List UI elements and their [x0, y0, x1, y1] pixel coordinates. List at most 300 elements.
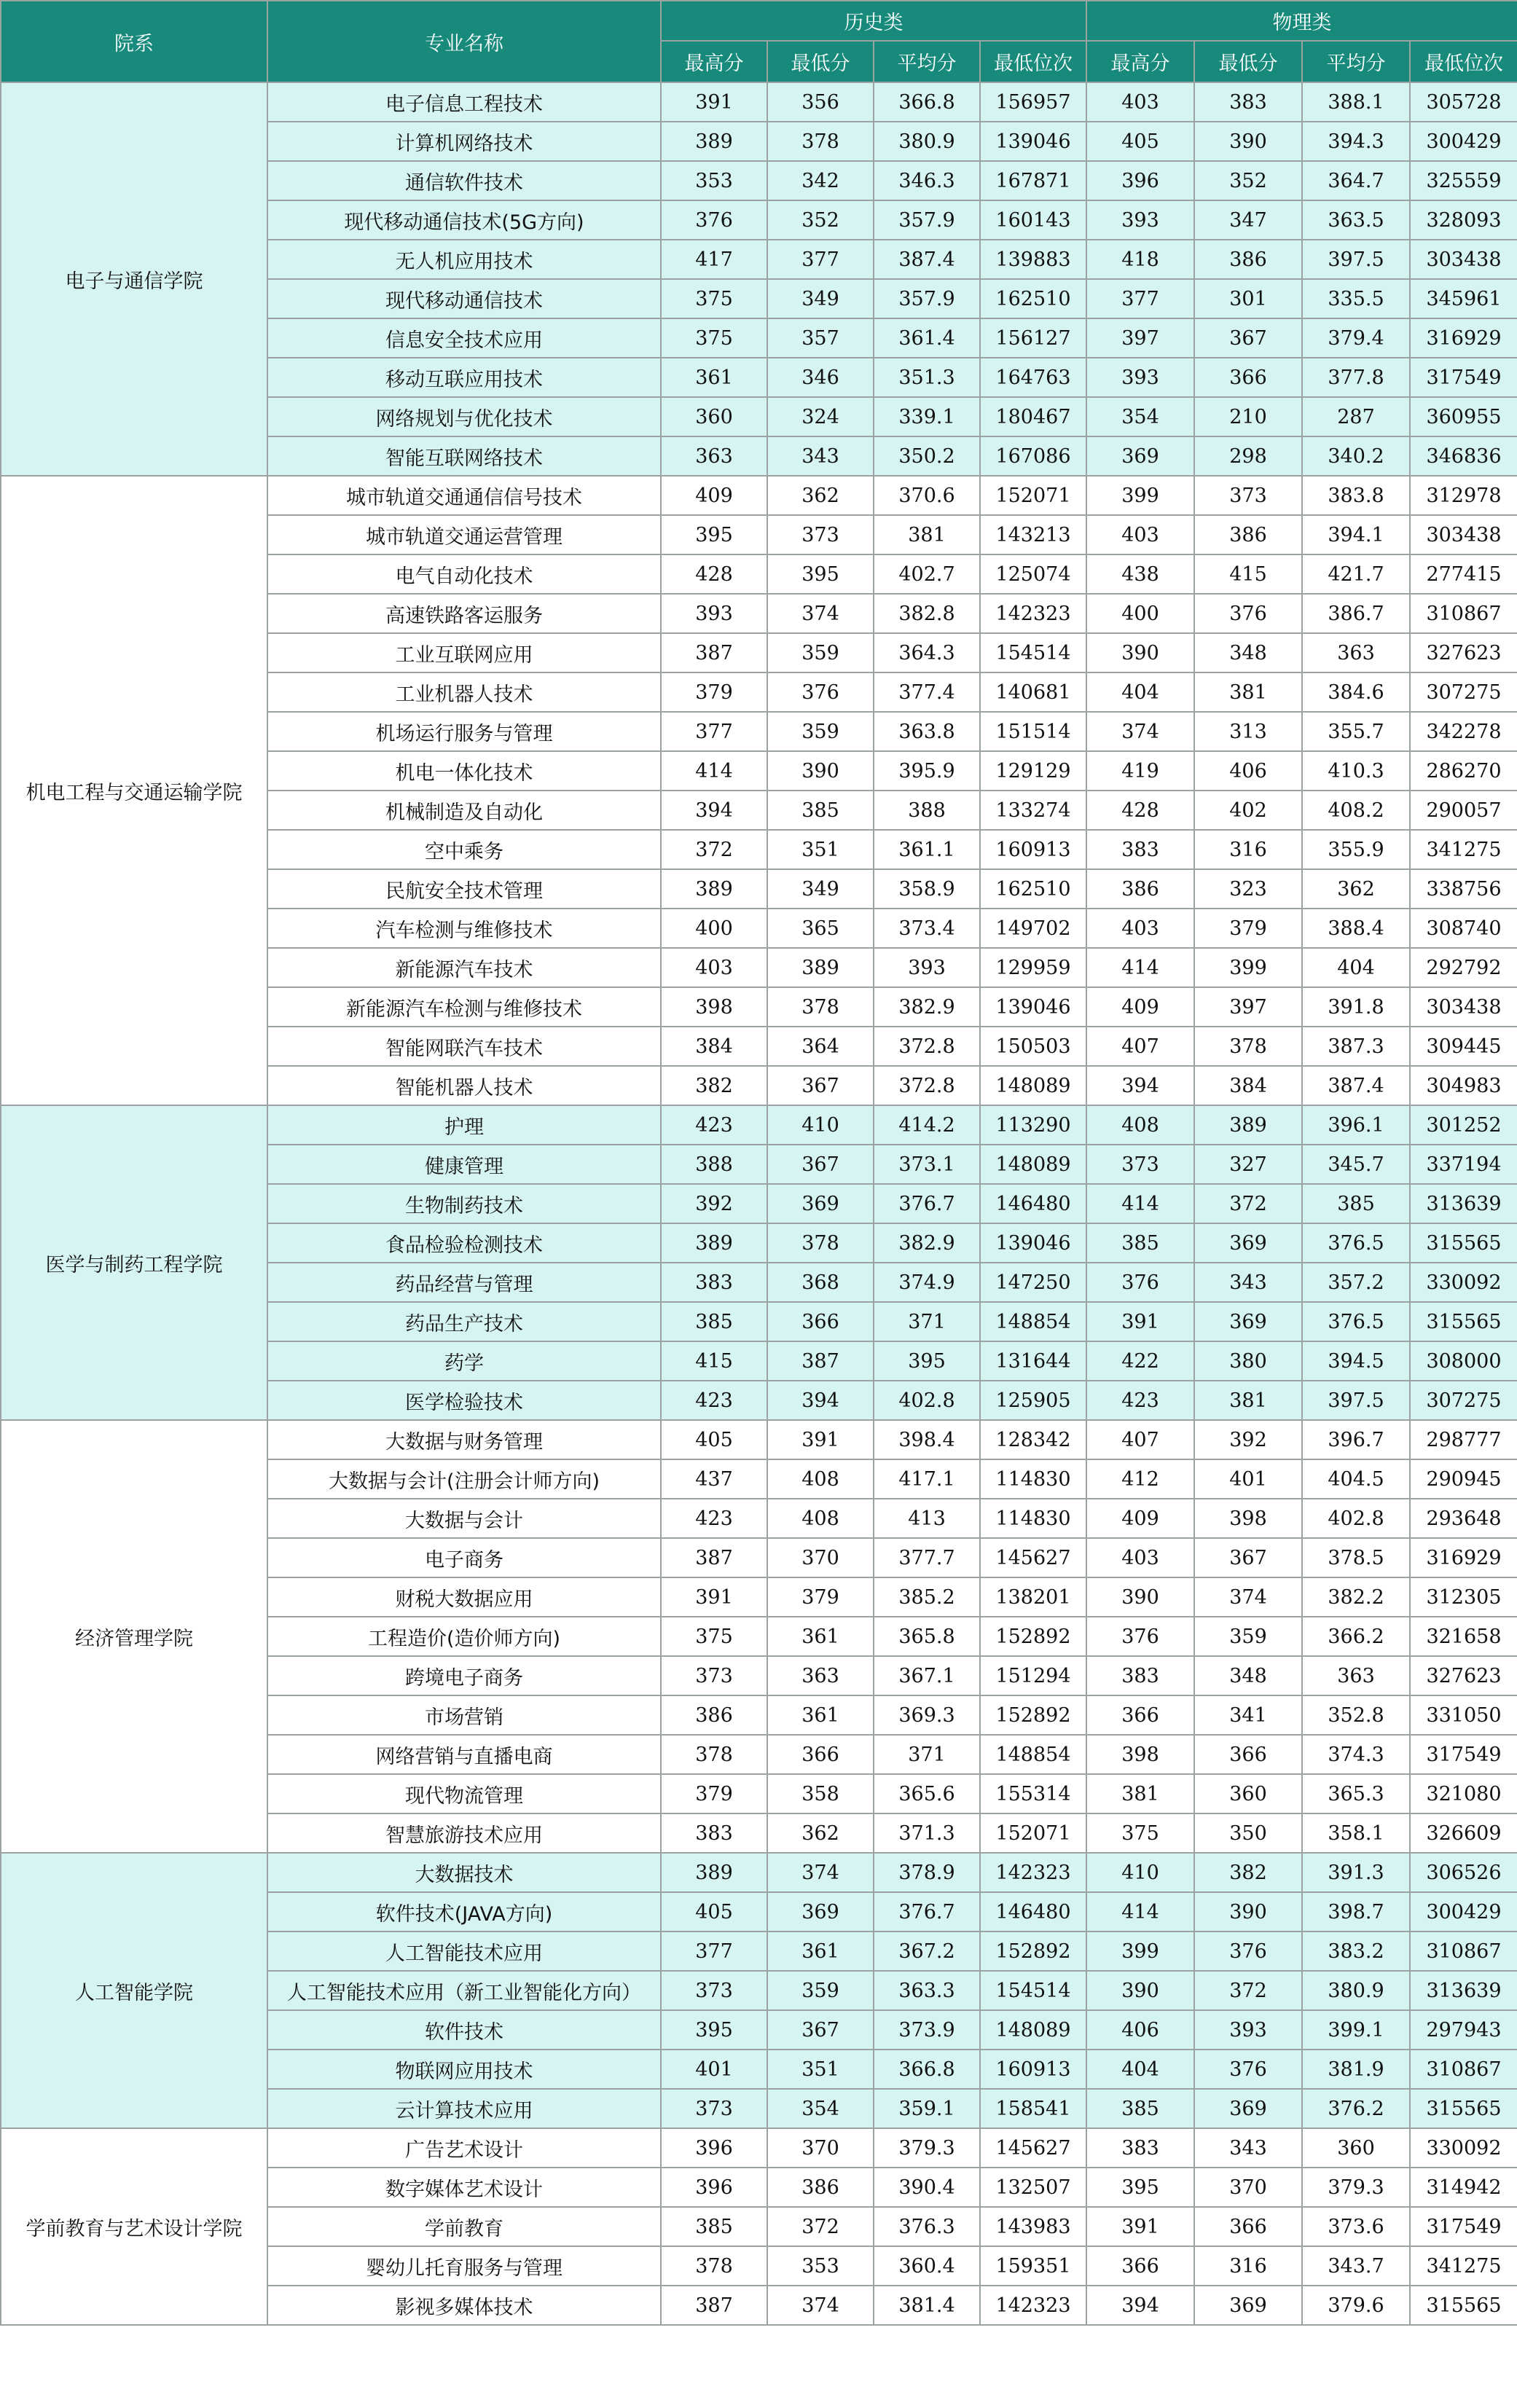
- physics-min-rank-cell: 315565: [1410, 1223, 1517, 1263]
- major-name: 电气自动化技术: [267, 554, 661, 594]
- history-min-rank-cell: 148854: [980, 1302, 1086, 1341]
- physics-min-rank-cell: 327623: [1410, 1656, 1517, 1695]
- history-avg-cell: 363.8: [874, 712, 980, 751]
- physics-min-cell: 352: [1194, 161, 1302, 200]
- history-avg-cell: 358.9: [874, 869, 980, 909]
- history-min-cell: 370: [767, 1538, 874, 1577]
- history-min-cell: 352: [767, 200, 874, 240]
- history-avg-cell: 376.3: [874, 2207, 980, 2246]
- history-max-cell: 428: [661, 554, 767, 594]
- physics-avg-cell: 387.3: [1302, 1027, 1410, 1066]
- history-min-cell: 370: [767, 2128, 874, 2168]
- history-min-cell: 361: [767, 1932, 874, 1971]
- history-min-rank-cell: 148854: [980, 1735, 1086, 1774]
- dept-name: 机电工程与交通运输学院: [1, 476, 267, 1105]
- major-name: 人工智能技术应用（新工业智能化方向）: [267, 1971, 661, 2010]
- major-name: 生物制药技术: [267, 1184, 661, 1223]
- history-avg-cell: 339.1: [874, 397, 980, 436]
- major-name: 跨境电子商务: [267, 1656, 661, 1695]
- header-history-max: 最高分: [661, 41, 767, 82]
- physics-min-cell: 359: [1194, 1617, 1302, 1656]
- history-min-cell: 373: [767, 515, 874, 554]
- physics-avg-cell: 358.1: [1302, 1813, 1410, 1853]
- physics-min-cell: 348: [1194, 633, 1302, 672]
- history-max-cell: 376: [661, 200, 767, 240]
- history-avg-cell: 365.6: [874, 1774, 980, 1813]
- major-name: 软件技术: [267, 2010, 661, 2050]
- physics-min-cell: 343: [1194, 2128, 1302, 2168]
- physics-min-rank-cell: 306526: [1410, 1853, 1517, 1892]
- history-min-cell: 389: [767, 948, 874, 987]
- history-max-cell: 409: [661, 476, 767, 515]
- physics-min-rank-cell: 314942: [1410, 2168, 1517, 2207]
- physics-min-rank-cell: 303438: [1410, 240, 1517, 279]
- physics-avg-cell: 345.7: [1302, 1145, 1410, 1184]
- history-avg-cell: 387.4: [874, 240, 980, 279]
- physics-min-rank-cell: 312305: [1410, 1577, 1517, 1617]
- physics-avg-cell: 357.2: [1302, 1263, 1410, 1302]
- history-min-cell: 362: [767, 1813, 874, 1853]
- physics-avg-cell: 362: [1302, 869, 1410, 909]
- history-max-cell: 387: [661, 1538, 767, 1577]
- history-max-cell: 382: [661, 1066, 767, 1105]
- history-max-cell: 389: [661, 869, 767, 909]
- physics-min-cell: 376: [1194, 1932, 1302, 1971]
- history-min-cell: 349: [767, 279, 874, 318]
- physics-max-cell: 398: [1086, 1735, 1194, 1774]
- major-name: 计算机网络技术: [267, 122, 661, 161]
- history-min-rank-cell: 133274: [980, 791, 1086, 830]
- major-name: 现代移动通信技术: [267, 279, 661, 318]
- history-max-cell: 400: [661, 909, 767, 948]
- history-min-cell: 359: [767, 712, 874, 751]
- history-avg-cell: 360.4: [874, 2246, 980, 2286]
- physics-avg-cell: 408.2: [1302, 791, 1410, 830]
- history-max-cell: 385: [661, 1302, 767, 1341]
- physics-max-cell: 410: [1086, 1853, 1194, 1892]
- physics-max-cell: 383: [1086, 2128, 1194, 2168]
- history-max-cell: 373: [661, 1656, 767, 1695]
- physics-max-cell: 383: [1086, 830, 1194, 869]
- major-name: 工业互联网应用: [267, 633, 661, 672]
- history-min-rank-cell: 152892: [980, 1932, 1086, 1971]
- physics-avg-cell: 374.3: [1302, 1735, 1410, 1774]
- physics-avg-cell: 421.7: [1302, 554, 1410, 594]
- history-max-cell: 396: [661, 2168, 767, 2207]
- history-min-rank-cell: 145627: [980, 2128, 1086, 2168]
- physics-min-cell: 390: [1194, 122, 1302, 161]
- major-name: 汽车检测与维修技术: [267, 909, 661, 948]
- physics-avg-cell: 378.5: [1302, 1538, 1410, 1577]
- history-avg-cell: 395.9: [874, 751, 980, 791]
- history-max-cell: 385: [661, 2207, 767, 2246]
- history-min-cell: 357: [767, 318, 874, 358]
- physics-min-rank-cell: 342278: [1410, 712, 1517, 751]
- history-max-cell: 398: [661, 987, 767, 1027]
- major-name: 大数据与会计(注册会计师方向): [267, 1459, 661, 1499]
- history-min-cell: 367: [767, 1066, 874, 1105]
- major-name: 数字媒体艺术设计: [267, 2168, 661, 2207]
- history-min-cell: 377: [767, 240, 874, 279]
- history-min-rank-cell: 155314: [980, 1774, 1086, 1813]
- physics-avg-cell: 382.2: [1302, 1577, 1410, 1617]
- physics-min-cell: 386: [1194, 240, 1302, 279]
- physics-avg-cell: 376.5: [1302, 1302, 1410, 1341]
- history-min-cell: 368: [767, 1263, 874, 1302]
- history-max-cell: 392: [661, 1184, 767, 1223]
- physics-min-cell: 406: [1194, 751, 1302, 791]
- history-min-rank-cell: 129959: [980, 948, 1086, 987]
- physics-min-rank-cell: 337194: [1410, 1145, 1517, 1184]
- physics-max-cell: 428: [1086, 791, 1194, 830]
- major-name: 大数据与财务管理: [267, 1420, 661, 1459]
- header-history-min-rank: 最低位次: [980, 41, 1086, 82]
- history-min-rank-cell: 148089: [980, 2010, 1086, 2050]
- physics-avg-cell: 385: [1302, 1184, 1410, 1223]
- history-avg-cell: 374.9: [874, 1263, 980, 1302]
- major-name: 高速铁路客运服务: [267, 594, 661, 633]
- physics-min-rank-cell: 309445: [1410, 1027, 1517, 1066]
- history-min-rank-cell: 152892: [980, 1695, 1086, 1735]
- physics-avg-cell: 402.8: [1302, 1499, 1410, 1538]
- history-min-cell: 366: [767, 1302, 874, 1341]
- major-name: 护理: [267, 1105, 661, 1145]
- history-max-cell: 405: [661, 1420, 767, 1459]
- history-min-cell: 374: [767, 2286, 874, 2325]
- physics-min-cell: 379: [1194, 909, 1302, 948]
- major-name: 新能源汽车技术: [267, 948, 661, 987]
- physics-min-rank-cell: 316929: [1410, 318, 1517, 358]
- history-min-rank-cell: 151294: [980, 1656, 1086, 1695]
- history-avg-cell: 372.8: [874, 1027, 980, 1066]
- physics-min-cell: 381: [1194, 1381, 1302, 1420]
- physics-avg-cell: 396.1: [1302, 1105, 1410, 1145]
- history-max-cell: 361: [661, 358, 767, 397]
- physics-min-cell: 366: [1194, 2207, 1302, 2246]
- physics-max-cell: 399: [1086, 1932, 1194, 1971]
- physics-avg-cell: 388.1: [1302, 82, 1410, 122]
- physics-min-cell: 366: [1194, 358, 1302, 397]
- dept-name: 医学与制药工程学院: [1, 1105, 267, 1420]
- physics-min-rank-cell: 313639: [1410, 1971, 1517, 2010]
- history-avg-cell: 395: [874, 1341, 980, 1381]
- history-min-cell: 369: [767, 1184, 874, 1223]
- history-min-cell: 366: [767, 1735, 874, 1774]
- physics-avg-cell: 376.2: [1302, 2089, 1410, 2128]
- header-physics-avg: 平均分: [1302, 41, 1410, 82]
- history-min-rank-cell: 156127: [980, 318, 1086, 358]
- history-min-rank-cell: 140681: [980, 672, 1086, 712]
- history-avg-cell: 388: [874, 791, 980, 830]
- physics-min-cell: 384: [1194, 1066, 1302, 1105]
- major-name: 民航安全技术管理: [267, 869, 661, 909]
- major-name: 人工智能技术应用: [267, 1932, 661, 1971]
- physics-min-rank-cell: 331050: [1410, 1695, 1517, 1735]
- major-name: 城市轨道交通运营管理: [267, 515, 661, 554]
- physics-max-cell: 414: [1086, 948, 1194, 987]
- major-name: 通信软件技术: [267, 161, 661, 200]
- physics-avg-cell: 383.8: [1302, 476, 1410, 515]
- physics-max-cell: 385: [1086, 1223, 1194, 1263]
- physics-max-cell: 373: [1086, 1145, 1194, 1184]
- physics-max-cell: 403: [1086, 1538, 1194, 1577]
- physics-max-cell: 385: [1086, 2089, 1194, 2128]
- history-max-cell: 360: [661, 397, 767, 436]
- history-avg-cell: 377.4: [874, 672, 980, 712]
- major-name: 医学检验技术: [267, 1381, 661, 1420]
- physics-min-cell: 369: [1194, 2089, 1302, 2128]
- major-name: 婴幼儿托育服务与管理: [267, 2246, 661, 2286]
- major-name: 云计算技术应用: [267, 2089, 661, 2128]
- history-min-cell: 353: [767, 2246, 874, 2286]
- history-avg-cell: 413: [874, 1499, 980, 1538]
- physics-avg-cell: 394.3: [1302, 122, 1410, 161]
- physics-avg-cell: 365.3: [1302, 1774, 1410, 1813]
- history-max-cell: 391: [661, 82, 767, 122]
- history-avg-cell: 370.6: [874, 476, 980, 515]
- history-min-rank-cell: 139046: [980, 1223, 1086, 1263]
- header-physics-min-rank: 最低位次: [1410, 41, 1517, 82]
- table-row: [1, 1105, 1517, 1145]
- history-avg-cell: 359.1: [874, 2089, 980, 2128]
- physics-min-cell: 398: [1194, 1499, 1302, 1538]
- history-avg-cell: 371: [874, 1302, 980, 1341]
- physics-min-cell: 382: [1194, 1853, 1302, 1892]
- history-max-cell: 395: [661, 515, 767, 554]
- physics-avg-cell: 386.7: [1302, 594, 1410, 633]
- history-min-rank-cell: 148089: [980, 1145, 1086, 1184]
- physics-max-cell: 406: [1086, 2010, 1194, 2050]
- history-min-rank-cell: 164763: [980, 358, 1086, 397]
- physics-avg-cell: 373.6: [1302, 2207, 1410, 2246]
- header-physics-min: 最低分: [1194, 41, 1302, 82]
- history-min-rank-cell: 131644: [980, 1341, 1086, 1381]
- physics-avg-cell: 287: [1302, 397, 1410, 436]
- physics-min-rank-cell: 345961: [1410, 279, 1517, 318]
- major-name: 移动互联应用技术: [267, 358, 661, 397]
- physics-max-cell: 391: [1086, 1302, 1194, 1341]
- history-max-cell: 423: [661, 1499, 767, 1538]
- history-avg-cell: 402.8: [874, 1381, 980, 1420]
- physics-min-rank-cell: 360955: [1410, 397, 1517, 436]
- history-avg-cell: 366.8: [874, 82, 980, 122]
- history-avg-cell: 371.3: [874, 1813, 980, 1853]
- history-avg-cell: 390.4: [874, 2168, 980, 2207]
- physics-avg-cell: 379.4: [1302, 318, 1410, 358]
- major-name: 网络营销与直播电商: [267, 1735, 661, 1774]
- history-min-cell: 358: [767, 1774, 874, 1813]
- history-avg-cell: 350.2: [874, 436, 980, 476]
- history-min-rank-cell: 128342: [980, 1420, 1086, 1459]
- physics-min-rank-cell: 307275: [1410, 1381, 1517, 1420]
- physics-max-cell: 422: [1086, 1341, 1194, 1381]
- physics-avg-cell: 384.6: [1302, 672, 1410, 712]
- physics-min-rank-cell: 315565: [1410, 1302, 1517, 1341]
- history-min-cell: 343: [767, 436, 874, 476]
- history-avg-cell: 379.3: [874, 2128, 980, 2168]
- history-max-cell: 389: [661, 1853, 767, 1892]
- physics-max-cell: 404: [1086, 672, 1194, 712]
- history-avg-cell: 402.7: [874, 554, 980, 594]
- major-name: 智慧旅游技术应用: [267, 1813, 661, 1853]
- history-avg-cell: 369.3: [874, 1695, 980, 1735]
- physics-max-cell: 403: [1086, 82, 1194, 122]
- history-min-cell: 359: [767, 633, 874, 672]
- major-name: 智能互联网络技术: [267, 436, 661, 476]
- physics-avg-cell: 355.9: [1302, 830, 1410, 869]
- physics-min-cell: 347: [1194, 200, 1302, 240]
- history-min-cell: 361: [767, 1695, 874, 1735]
- physics-min-cell: 343: [1194, 1263, 1302, 1302]
- physics-min-cell: 360: [1194, 1774, 1302, 1813]
- physics-max-cell: 419: [1086, 751, 1194, 791]
- physics-avg-cell: 398.7: [1302, 1892, 1410, 1932]
- physics-min-rank-cell: 310867: [1410, 594, 1517, 633]
- history-min-cell: 386: [767, 2168, 874, 2207]
- physics-min-rank-cell: 315565: [1410, 2286, 1517, 2325]
- history-min-cell: 351: [767, 830, 874, 869]
- history-avg-cell: 357.9: [874, 279, 980, 318]
- physics-avg-cell: 404: [1302, 948, 1410, 987]
- history-avg-cell: 417.1: [874, 1459, 980, 1499]
- physics-min-cell: 348: [1194, 1656, 1302, 1695]
- history-avg-cell: 385.2: [874, 1577, 980, 1617]
- table-row: [1, 476, 1517, 515]
- physics-min-rank-cell: 303438: [1410, 515, 1517, 554]
- history-avg-cell: 382.8: [874, 594, 980, 633]
- history-max-cell: 375: [661, 318, 767, 358]
- physics-max-cell: 394: [1086, 1066, 1194, 1105]
- dept-name: 电子与通信学院: [1, 82, 267, 476]
- physics-max-cell: 438: [1086, 554, 1194, 594]
- physics-min-rank-cell: 316929: [1410, 1538, 1517, 1577]
- major-name: 信息安全技术应用: [267, 318, 661, 358]
- history-avg-cell: 376.7: [874, 1184, 980, 1223]
- physics-max-cell: 397: [1086, 318, 1194, 358]
- history-min-rank-cell: 139046: [980, 987, 1086, 1027]
- history-min-cell: 346: [767, 358, 874, 397]
- physics-max-cell: 390: [1086, 1971, 1194, 2010]
- history-avg-cell: 382.9: [874, 987, 980, 1027]
- physics-min-cell: 393: [1194, 2010, 1302, 2050]
- history-avg-cell: 367.1: [874, 1656, 980, 1695]
- history-max-cell: 403: [661, 948, 767, 987]
- major-name: 工业机器人技术: [267, 672, 661, 712]
- history-min-cell: 369: [767, 1892, 874, 1932]
- physics-avg-cell: 394.1: [1302, 515, 1410, 554]
- history-avg-cell: 373.1: [874, 1145, 980, 1184]
- physics-avg-cell: 397.5: [1302, 1381, 1410, 1420]
- history-min-cell: 372: [767, 2207, 874, 2246]
- physics-max-cell: 391: [1086, 2207, 1194, 2246]
- physics-max-cell: 423: [1086, 1381, 1194, 1420]
- table-body: [1, 82, 1517, 2325]
- dept-name: 学前教育与艺术设计学院: [1, 2128, 267, 2325]
- history-min-rank-cell: 149702: [980, 909, 1086, 948]
- history-min-rank-cell: 160913: [980, 2050, 1086, 2089]
- table-row: [1, 1420, 1517, 1459]
- history-min-rank-cell: 167086: [980, 436, 1086, 476]
- physics-min-cell: 399: [1194, 948, 1302, 987]
- physics-min-cell: 341: [1194, 1695, 1302, 1735]
- physics-min-cell: 369: [1194, 1302, 1302, 1341]
- history-min-rank-cell: 139046: [980, 122, 1086, 161]
- header-physics: 物理类: [1086, 1, 1517, 41]
- major-name: 影视多媒体技术: [267, 2286, 661, 2325]
- physics-min-cell: 367: [1194, 318, 1302, 358]
- history-avg-cell: 351.3: [874, 358, 980, 397]
- history-min-rank-cell: 150503: [980, 1027, 1086, 1066]
- physics-min-cell: 389: [1194, 1105, 1302, 1145]
- history-min-cell: 391: [767, 1420, 874, 1459]
- physics-max-cell: 390: [1086, 633, 1194, 672]
- history-min-rank-cell: 146480: [980, 1184, 1086, 1223]
- history-max-cell: 423: [661, 1381, 767, 1420]
- history-max-cell: 375: [661, 279, 767, 318]
- major-name: 财税大数据应用: [267, 1577, 661, 1617]
- physics-avg-cell: 410.3: [1302, 751, 1410, 791]
- physics-avg-cell: 352.8: [1302, 1695, 1410, 1735]
- physics-max-cell: 395: [1086, 2168, 1194, 2207]
- history-min-cell: 374: [767, 594, 874, 633]
- physics-avg-cell: 379.3: [1302, 2168, 1410, 2207]
- major-name: 新能源汽车检测与维修技术: [267, 987, 661, 1027]
- history-min-rank-cell: 129129: [980, 751, 1086, 791]
- history-min-cell: 374: [767, 1853, 874, 1892]
- history-max-cell: 395: [661, 2010, 767, 2050]
- dept-name: 经济管理学院: [1, 1420, 267, 1853]
- history-min-cell: 342: [767, 161, 874, 200]
- history-min-rank-cell: 147250: [980, 1263, 1086, 1302]
- history-max-cell: 372: [661, 830, 767, 869]
- physics-min-cell: 369: [1194, 2286, 1302, 2325]
- history-avg-cell: 372.8: [874, 1066, 980, 1105]
- physics-max-cell: 393: [1086, 200, 1194, 240]
- physics-avg-cell: 387.4: [1302, 1066, 1410, 1105]
- history-avg-cell: 381: [874, 515, 980, 554]
- history-min-cell: 363: [767, 1656, 874, 1695]
- history-min-cell: 362: [767, 476, 874, 515]
- physics-min-rank-cell: 300429: [1410, 1892, 1517, 1932]
- history-min-rank-cell: 125905: [980, 1381, 1086, 1420]
- major-name: 城市轨道交通通信信号技术: [267, 476, 661, 515]
- history-avg-cell: 366.8: [874, 2050, 980, 2089]
- history-max-cell: 373: [661, 1971, 767, 2010]
- major-name: 广告艺术设计: [267, 2128, 661, 2168]
- history-avg-cell: 361.1: [874, 830, 980, 869]
- physics-avg-cell: 404.5: [1302, 1459, 1410, 1499]
- physics-min-rank-cell: 325559: [1410, 161, 1517, 200]
- history-max-cell: 396: [661, 2128, 767, 2168]
- history-max-cell: 414: [661, 751, 767, 791]
- major-name: 软件技术(JAVA方向): [267, 1892, 661, 1932]
- physics-max-cell: 407: [1086, 1027, 1194, 1066]
- major-name: 大数据与会计: [267, 1499, 661, 1538]
- history-max-cell: 388: [661, 1145, 767, 1184]
- history-avg-cell: 367.2: [874, 1932, 980, 1971]
- history-min-rank-cell: 143983: [980, 2207, 1086, 2246]
- history-min-cell: 367: [767, 1145, 874, 1184]
- history-min-cell: 367: [767, 2010, 874, 2050]
- physics-min-rank-cell: 346836: [1410, 436, 1517, 476]
- physics-min-cell: 397: [1194, 987, 1302, 1027]
- physics-max-cell: 407: [1086, 1420, 1194, 1459]
- history-max-cell: 363: [661, 436, 767, 476]
- physics-min-rank-cell: 341275: [1410, 2246, 1517, 2286]
- physics-avg-cell: 399.1: [1302, 2010, 1410, 2050]
- physics-min-cell: 323: [1194, 869, 1302, 909]
- physics-min-cell: 392: [1194, 1420, 1302, 1459]
